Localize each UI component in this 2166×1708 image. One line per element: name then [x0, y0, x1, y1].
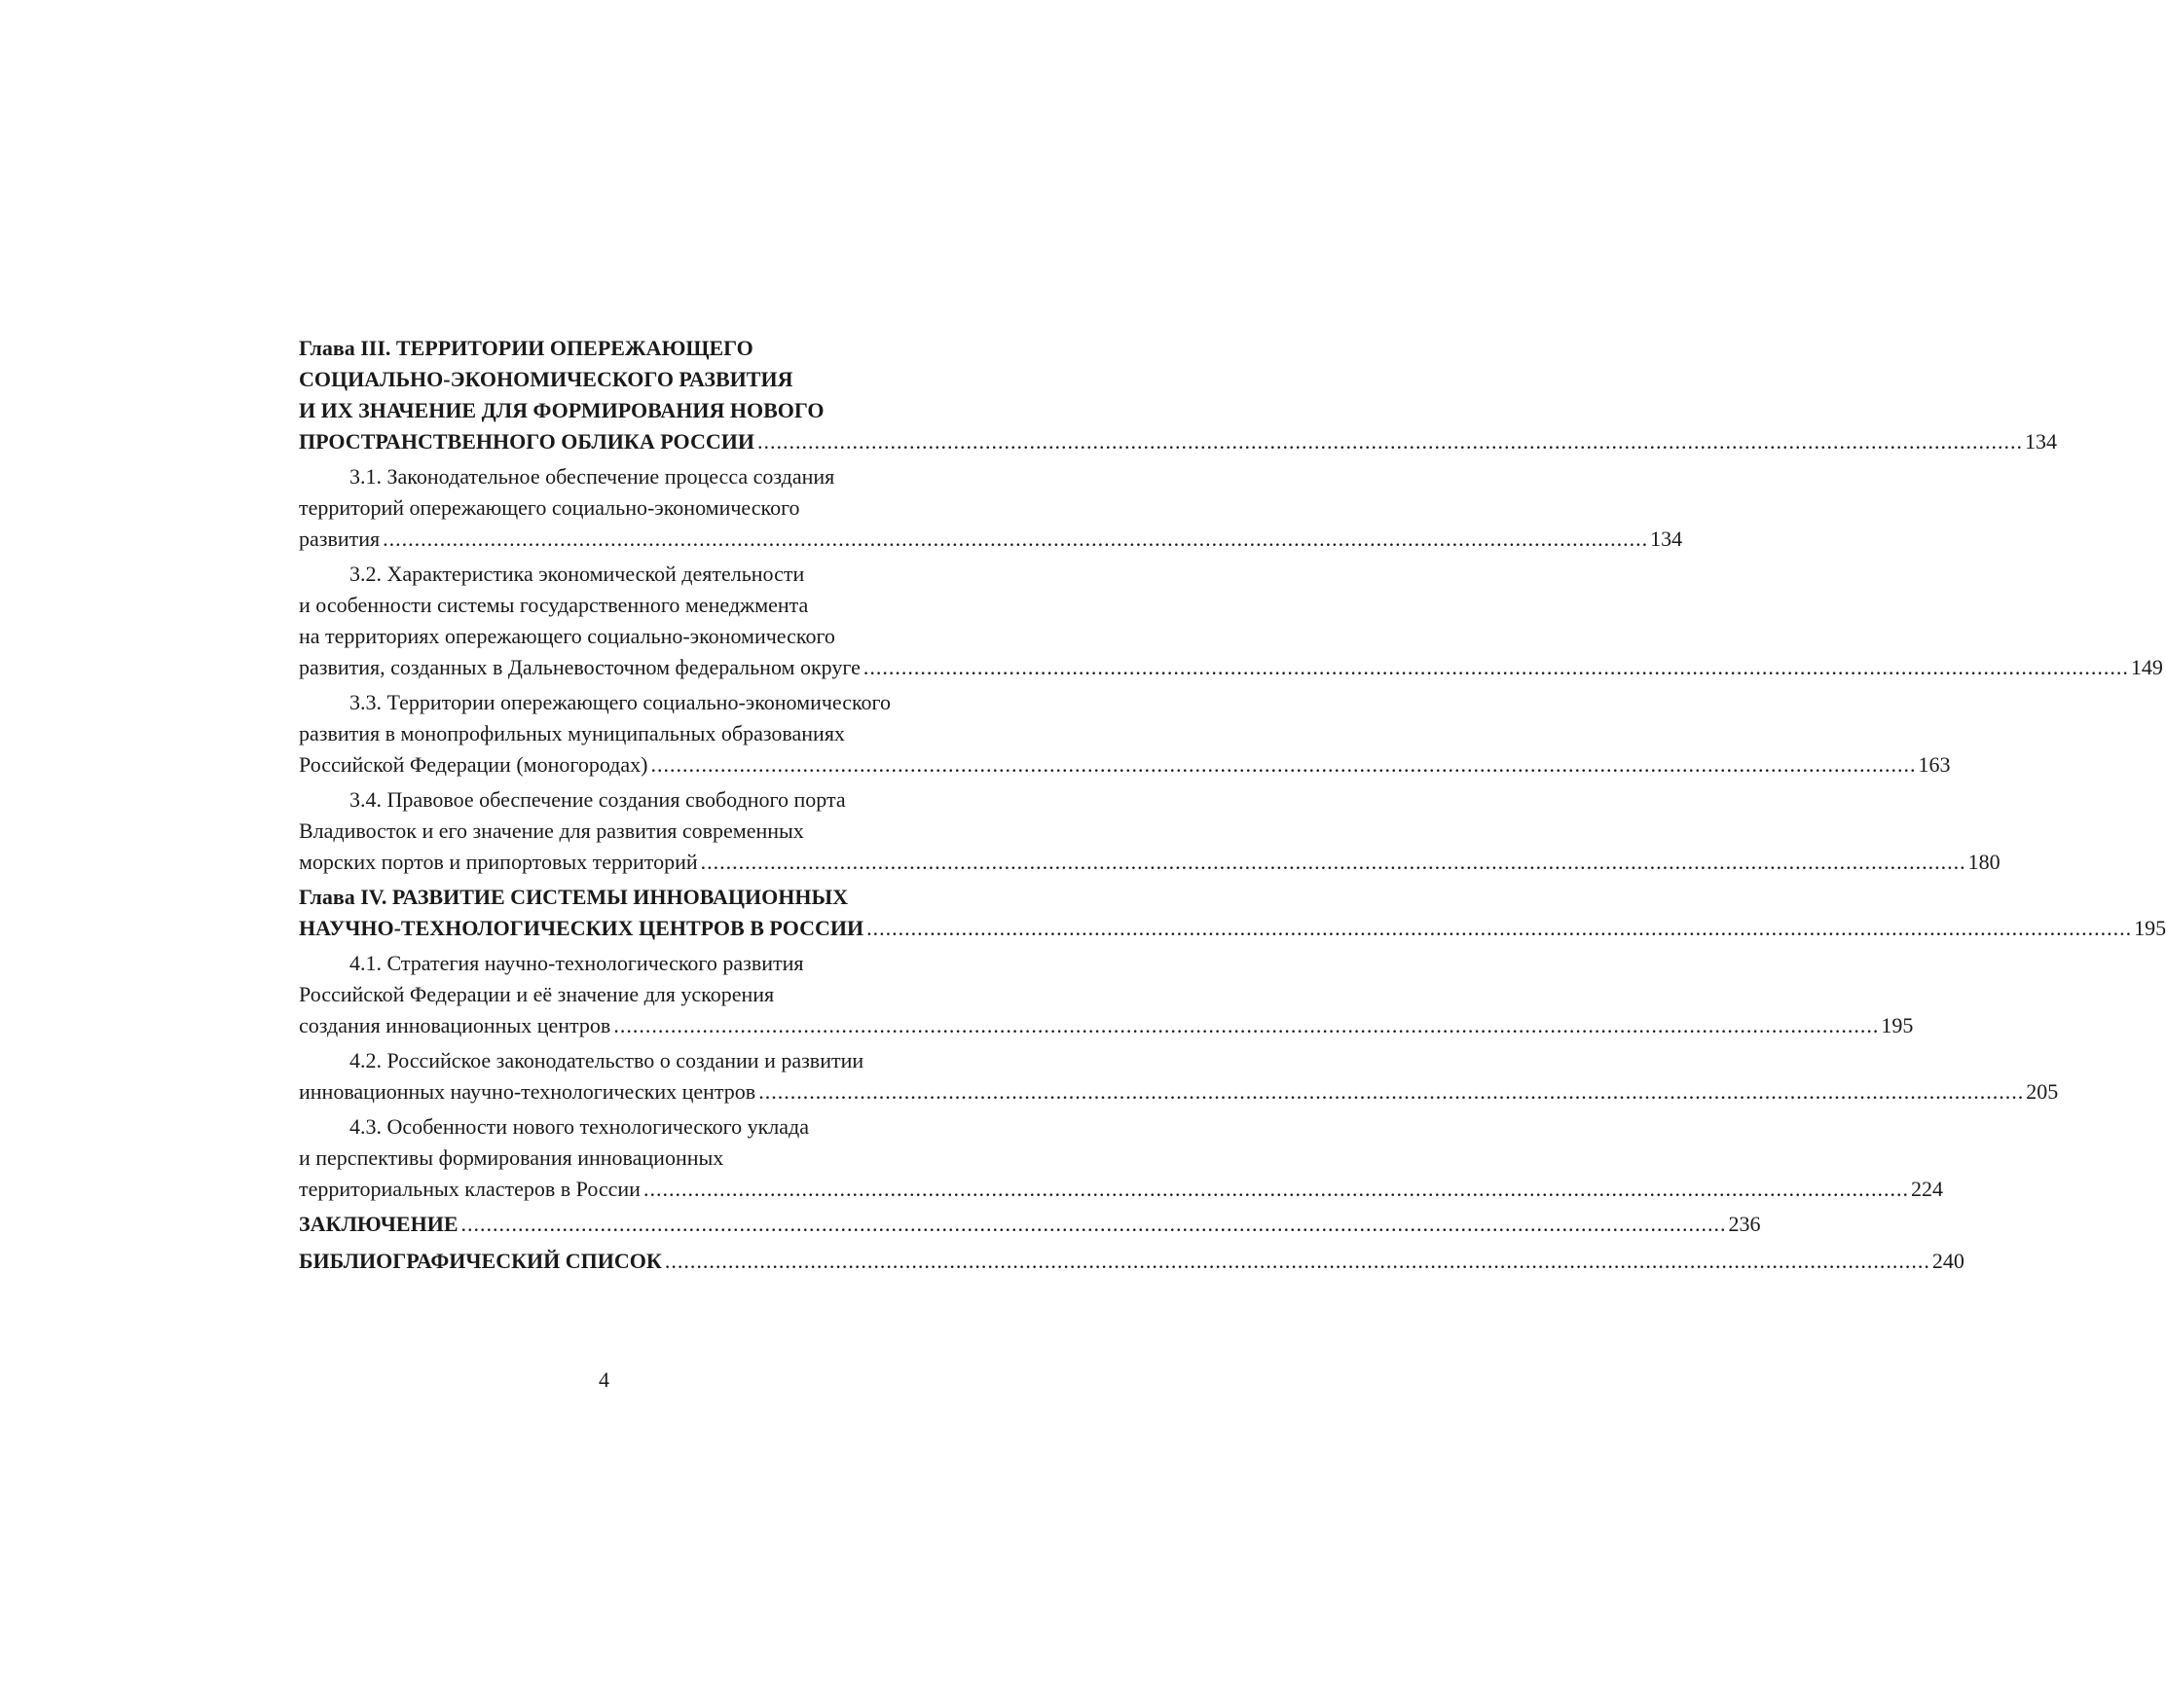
toc-page-number: 205	[2026, 1079, 2059, 1104]
toc-entry-title: развития	[299, 527, 381, 551]
dot-leader: ........................................................................................................................................................................................................	[383, 527, 1649, 551]
toc-page-number: 240	[1931, 1249, 1964, 1273]
toc-entry-section	[299, 948, 1914, 1041]
toc-entry-line: 3.1. Законодательное обеспечение процесса создания	[349, 464, 835, 489]
toc-entry-section	[299, 784, 2001, 878]
dot-leader: ........................................................................................................................................................................................................	[650, 752, 1917, 777]
toc-entry-title: инновационных научно-технологических центров	[299, 1079, 756, 1104]
toc-entry-line: СОЦИАЛЬНО-ЭКОНОМИЧЕСКОГО РАЗВИТИЯ	[299, 367, 793, 391]
dot-leader: ........................................................................................................................................................................................................	[863, 655, 2129, 679]
toc-entry-line	[299, 1174, 1943, 1205]
toc-entry-final	[299, 1209, 1761, 1240]
toc-entry-line: 4.1. Стратегия научно-технологического развития	[349, 951, 804, 975]
toc-entry-line	[299, 524, 1683, 555]
dot-leader: ........................................................................................................................................................................................................	[700, 850, 1966, 874]
toc-entry-line	[299, 913, 2166, 944]
toc-entry-title: морских портов и припортовых территорий	[299, 850, 698, 874]
dot-leader: ........................................................................................................................................................................................................	[460, 1212, 1727, 1236]
toc-entry-section	[299, 559, 2163, 683]
toc-entry-line	[299, 652, 2163, 683]
toc-page-number: 224	[1910, 1177, 1943, 1201]
toc-page-number: 134	[1650, 527, 1683, 551]
toc-page-number: 180	[1967, 850, 2001, 874]
toc-entry-line: Российской Федерации и её значение для ускорения	[299, 982, 775, 1006]
dot-leader: ........................................................................................................................................................................................................	[664, 1249, 1930, 1273]
page-number: 4	[599, 1367, 609, 1392]
toc-entry-line: и особенности системы государственного менеджмента	[299, 593, 809, 617]
toc-page-number: 236	[1728, 1212, 1761, 1236]
toc-entry-title: БИБЛИОГРАФИЧЕСКИЙ СПИСОК	[299, 1249, 662, 1273]
toc-entry-line	[299, 847, 2001, 878]
toc-entry-chapter	[299, 882, 2166, 944]
toc-entry-section	[299, 1111, 1943, 1205]
toc-entry-title: ПРОСТРАНСТВЕННОГО ОБЛИКА РОССИИ	[299, 429, 754, 454]
toc-entry-line: развития в монопрофильных муниципальных образованиях	[299, 721, 845, 745]
table-of-contents	[299, 331, 2166, 1283]
toc-page-number: 149	[2130, 655, 2163, 679]
dot-leader: ........................................................................................................................................................................................................	[866, 916, 2133, 940]
toc-entry-title: создания инновационных центров	[299, 1013, 611, 1037]
toc-entry-line: 4.2. Российское законодательство о создании и развитии	[349, 1048, 864, 1072]
toc-entry-section	[299, 687, 1951, 781]
toc-entry-line	[299, 749, 1951, 781]
toc-page-number: 195	[2134, 916, 2166, 940]
toc-entry-title: развития, созданных в Дальневосточном федеральном округе	[299, 655, 861, 679]
toc-entry-line: 3.2. Характеристика экономической деятельности	[349, 562, 805, 586]
toc-entry-line: 4.3. Особенности нового технологического уклада	[349, 1114, 809, 1139]
toc-entry-title: НАУЧНО-ТЕХНОЛОГИЧЕСКИХ ЦЕНТРОВ В РОССИИ	[299, 916, 864, 940]
toc-entry-line: Владивосток и его значение для развития современных	[299, 818, 804, 843]
toc-entry-line: 3.3. Территории опережающего социально-экономического	[349, 690, 892, 714]
toc-page-number: 163	[1918, 752, 1951, 777]
toc-entry-line: Глава III. ТЕРРИТОРИИ ОПЕРЕЖАЮЩЕГО	[299, 336, 753, 360]
toc-entry-line: Глава IV. РАЗВИТИЕ СИСТЕМЫ ИННОВАЦИОННЫХ	[299, 885, 848, 909]
toc-entry-line: И ИХ ЗНАЧЕНИЕ ДЛЯ ФОРМИРОВАНИЯ НОВОГО	[299, 398, 825, 422]
toc-entry-line	[299, 1246, 1964, 1277]
toc-page-number: 134	[2024, 429, 2057, 454]
toc-entry-chapter	[299, 333, 2057, 457]
toc-entry-section	[299, 1045, 2059, 1108]
toc-entry-line: 3.4. Правовое обеспечение создания свободного порта	[349, 787, 846, 812]
toc-entry-line: и перспективы формирования инновационных	[299, 1145, 724, 1170]
toc-entry-line: территорий опережающего социально-экономического	[299, 495, 800, 520]
dot-leader: ........................................................................................................................................................................................................	[642, 1177, 1909, 1201]
toc-entry-final	[299, 1246, 1964, 1277]
dot-leader: ........................................................................................................................................................................................................	[756, 429, 2023, 454]
toc-entry-title: ЗАКЛЮЧЕНИЕ	[299, 1212, 459, 1236]
toc-page-number: 195	[1881, 1013, 1914, 1037]
dot-leader: ........................................................................................................................................................................................................	[758, 1079, 2025, 1104]
toc-entry-line	[299, 1010, 1914, 1041]
toc-entry-line	[299, 1209, 1761, 1240]
toc-entry-section	[299, 461, 1683, 555]
toc-entry-title: Российской Федерации (моногородах)	[299, 752, 648, 777]
toc-entry-line	[299, 426, 2057, 457]
toc-entry-line: на территориях опережающего социально-экономического	[299, 624, 835, 648]
toc-entry-title: территориальных кластеров в России	[299, 1177, 641, 1201]
toc-entry-line	[299, 1076, 2059, 1108]
dot-leader: ........................................................................................................................................................................................................	[613, 1013, 1880, 1037]
